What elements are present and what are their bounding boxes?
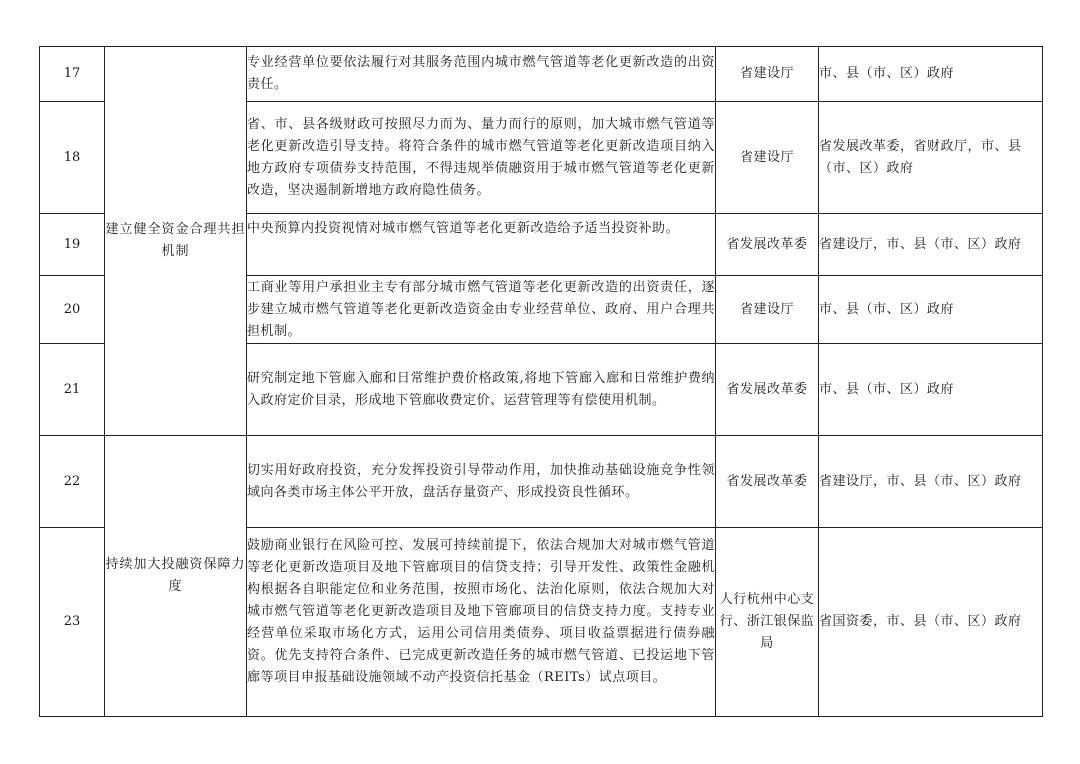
task-description: 专业经营单位要依法履行对其服务范围内城市燃气管道等老化更新改造的出资责任。 (247, 47, 716, 102)
lead-unit: 省发展改革委 (716, 344, 819, 436)
assist-unit: 省国资委，市、县（市、区）政府 (819, 528, 1043, 717)
table-row (40, 47, 1043, 102)
task-description: 中央预算内投资视情对城市燃气管道等老化更新改造给予适当投资补助。 (247, 214, 716, 276)
lead-unit: 省建设厅 (716, 276, 819, 344)
lead-unit: 省建设厅 (716, 102, 819, 214)
row-number: 19 (40, 214, 105, 276)
table-row (40, 436, 1043, 528)
task-description: 鼓励商业银行在风险可控、发展可持续前提下，依法合规加大对城市燃气管道等老化更新改造项目及地下管廊项目的信贷支持；引导开发性、政策性金融机构根据各自职能定位和业务范围，按照市场化、法治化原则，依法合规加大对城市燃气管道等老化更新改造项目及地下管廊项目的信贷支持力度。支持专业经营单位采取市场化方式，运用公司信用类债券、项目收益票据进行债券融资。优先支持符合条件、已完成更新改造任务的城市燃气管道、已投运地下管廊等项目申报基础设施领域不动产投资信托基金（REITs）试点项目。 (247, 528, 716, 717)
row-number: 20 (40, 276, 105, 344)
task-description: 省、市、县各级财政可按照尽力而为、量力而行的原则，加大城市燃气管道等老化更新改造引导支持。将符合条件的城市燃气管道等老化更新改造项目纳入地方政府专项债券支持范围，不得违规举债融资用于城市燃气管道等老化更新改造，坚决遏制新增地方政府隐性债务。 (247, 102, 716, 214)
category-cell: 持续加大投融资保障力度 (105, 436, 247, 717)
row-number: 22 (40, 436, 105, 528)
task-description: 切实用好政府投资，充分发挥投资引导带动作用，加快推动基础设施竞争性领域向各类市场主体公平开放，盘活存量资产、形成投资良性循环。 (247, 436, 716, 528)
lead-unit: 人行杭州中心支行、浙江银保监局 (716, 528, 819, 717)
assist-unit: 市、县（市、区）政府 (819, 276, 1043, 344)
task-table (39, 46, 1043, 717)
assist-unit: 省发展改革委，省财政厅，市、县（市、区）政府 (819, 102, 1043, 214)
task-description: 研究制定地下管廊入廊和日常维护费价格政策,将地下管廊入廊和日常维护费纳入政府定价目录，形成地下管廊收费定价、运营管理等有偿使用机制。 (247, 344, 716, 436)
assist-unit: 省建设厅，市、县（市、区）政府 (819, 214, 1043, 276)
row-number: 21 (40, 344, 105, 436)
lead-unit: 省发展改革委 (716, 214, 819, 276)
row-number: 17 (40, 47, 105, 102)
assist-unit: 市、县（市、区）政府 (819, 47, 1043, 102)
assist-unit: 省建设厅，市、县（市、区）政府 (819, 436, 1043, 528)
task-description: 工商业等用户承担业主专有部分城市燃气管道等老化更新改造的出资责任，逐步建立城市燃气管道等老化更新改造资金由专业经营单位、政府、用户合理共担机制。 (247, 276, 716, 344)
row-number: 23 (40, 528, 105, 717)
assist-unit: 市、县（市、区）政府 (819, 344, 1043, 436)
category-cell: 建立健全资金合理共担机制 (105, 47, 247, 436)
row-number: 18 (40, 102, 105, 214)
lead-unit: 省建设厅 (716, 47, 819, 102)
lead-unit: 省发展改革委 (716, 436, 819, 528)
